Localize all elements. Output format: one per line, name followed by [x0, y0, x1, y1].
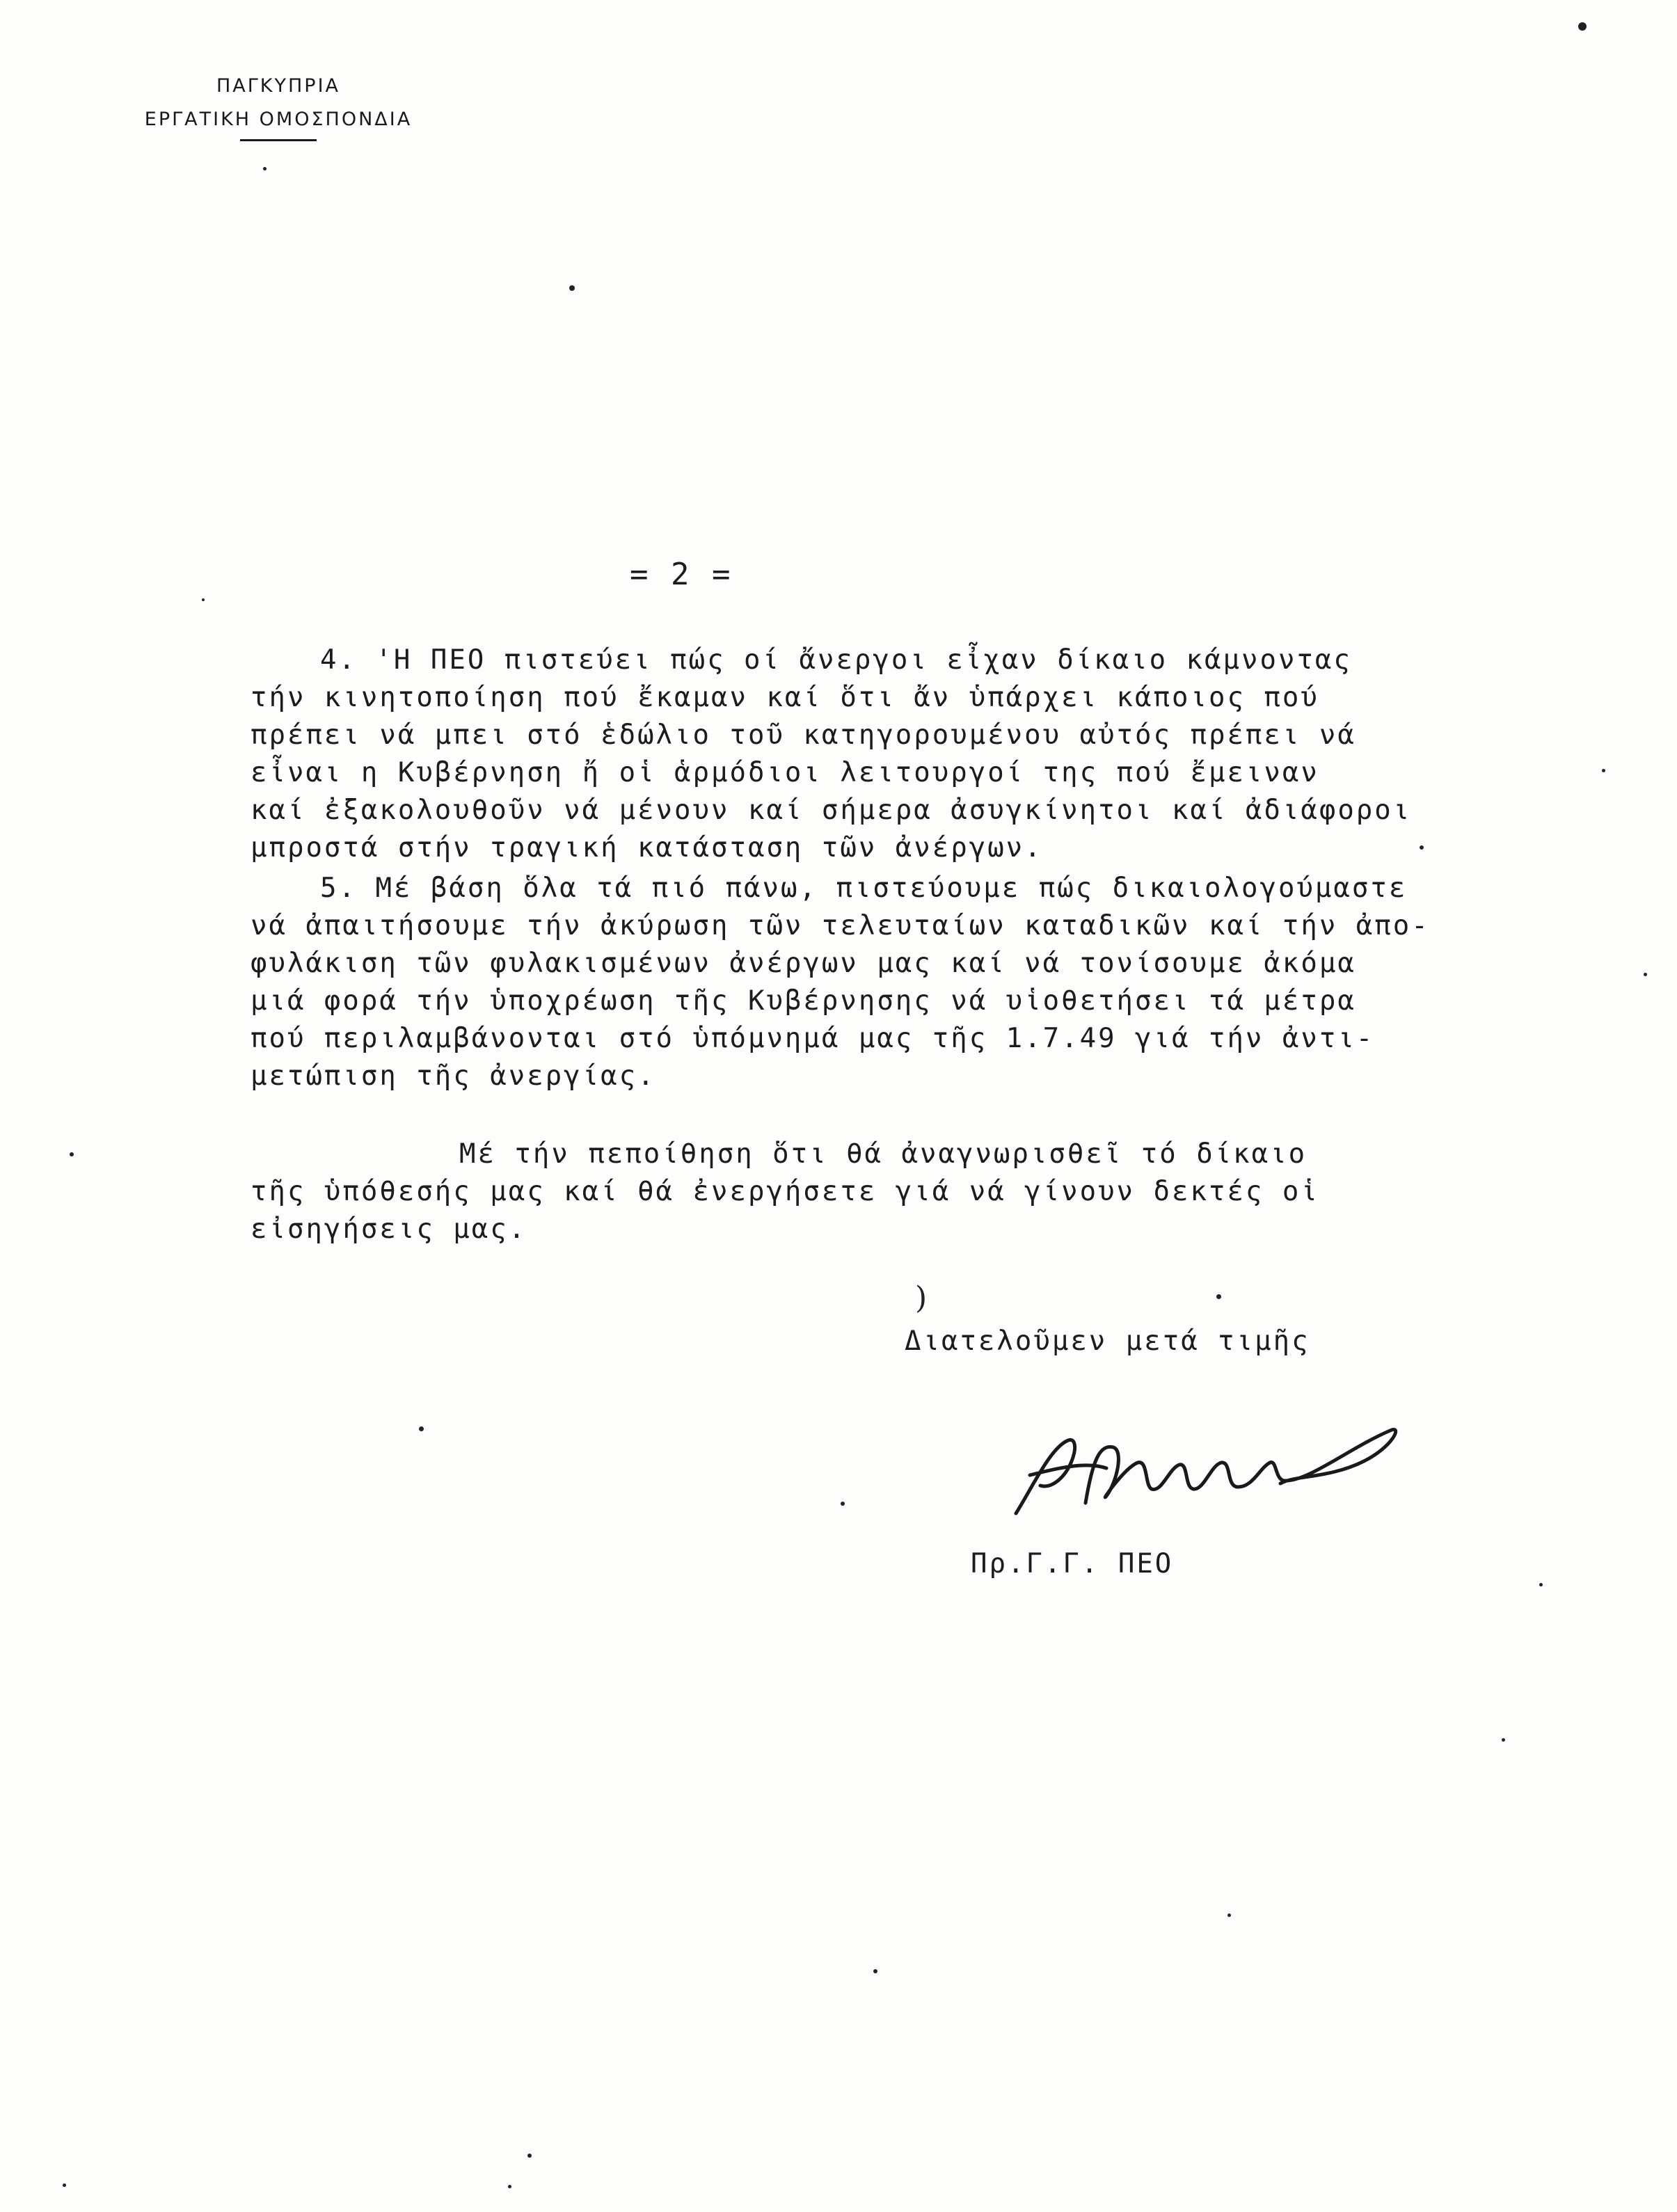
paragraph-line: εἶναι η Κυβέρνηση ἤ οἱ ἁρμόδιοι λειτουργοί της πού ἔμειναν	[251, 757, 1319, 788]
scan-speck	[527, 2154, 532, 2158]
page-number: = 2 =	[630, 557, 733, 592]
scan-speck	[1644, 973, 1647, 976]
paragraph-line: τῆς ὑπόθεσής μας καί θά ἐνεργήσετε γιά νά γίνουν δεκτές οἱ	[251, 1176, 1319, 1207]
handwritten-signature	[1002, 1419, 1420, 1531]
scan-speck	[873, 1969, 877, 1973]
pen-mark: )	[915, 1280, 928, 1316]
scan-speck	[1578, 22, 1587, 31]
paragraph-line: φυλάκιση τῶν φυλακισμένων ἀνέργων μας καί νά τονίσουμε ἀκόμα	[251, 948, 1356, 979]
paragraph-5	[251, 870, 1607, 1095]
closing-salutation: Διατελοῦμεν μετά τιμῆς	[905, 1326, 1310, 1357]
paragraph-line: νά ἀπαιτήσουμε τήν ἀκύρωση τῶν τελευταίων καταδικῶν καί τήν ἀπο-	[251, 910, 1430, 941]
signatory-title: Πρ.Γ.Γ. ΠΕΟ	[971, 1548, 1174, 1580]
scan-speck	[1602, 769, 1605, 772]
scan-speck	[70, 1152, 74, 1156]
scan-speck	[1420, 845, 1424, 850]
letterhead-line-2: ΕΡΓΑΤΙΚΗ ΟΜΟΣΠΟΝΔΙΑ	[144, 109, 413, 130]
closing-paragraph	[251, 1136, 1607, 1248]
paragraph-line: εἰσηγήσεις μας.	[251, 1214, 527, 1245]
paragraph-line: μπροστά στήν τραγική κατάσταση τῶν ἀνέργων.	[251, 832, 1043, 864]
scan-speck	[202, 598, 205, 601]
letterhead	[84, 70, 473, 141]
scan-speck	[419, 1426, 424, 1431]
paragraph-line: 5. Μέ βάση ὅλα τά πιό πάνω, πιστεύουμε πώς δικαιολογούμαστε	[320, 873, 1408, 904]
scan-speck	[1227, 1913, 1231, 1917]
paragraph-line: Μέ τήν πεποίθηση ὅτι θά ἀναγνωρισθεῖ τό δίκαιο	[459, 1138, 1308, 1170]
scan-speck	[263, 167, 267, 170]
paragraph-line: πού περιλαμβάνονται στό ὑπόμνημά μας τῆς 1.7.49 γιά τήν ἀντι-	[251, 1023, 1375, 1054]
scan-speck	[63, 2183, 66, 2187]
letterhead-underline	[240, 139, 317, 141]
paragraph-4	[251, 642, 1607, 867]
paragraph-line: πρέπει νά μπει στό ἑδώλιο τοῦ κατηγορουμένου αὐτός πρέπει νά	[251, 719, 1356, 751]
scan-speck	[569, 285, 575, 291]
paragraph-line: μιά φορά τήν ὑποχρέωση τῆς Κυβέρνησης νά υἱοθετήσει τά μέτρα	[251, 985, 1356, 1017]
paragraph-line: μετώπιση τῆς ἀνεργίας.	[251, 1060, 656, 1092]
paragraph-line: 4. 'Η ΠΕΟ πιστεύει πώς οί ἄνεργοι εἶχαν δίκαιο κάμνοντας	[320, 644, 1352, 676]
scan-speck	[841, 1502, 845, 1506]
scan-speck	[1502, 1738, 1505, 1742]
scan-speck	[1539, 1583, 1543, 1586]
scan-speck	[1216, 1294, 1221, 1299]
scan-speck	[508, 2185, 511, 2188]
paragraph-line: τήν κινητοποίηση πού ἔκαμαν καί ὅτι ἄν ὑπάρχει κάποιος πού	[251, 682, 1319, 713]
letterhead-line-1: ΠΑΓΚΥΠΡΙΑ	[216, 75, 341, 97]
paragraph-line: καί ἐξακολουθοῦν νά μένουν καί σήμερα ἀσυγκίνητοι καί ἀδιάφοροι	[251, 795, 1412, 826]
